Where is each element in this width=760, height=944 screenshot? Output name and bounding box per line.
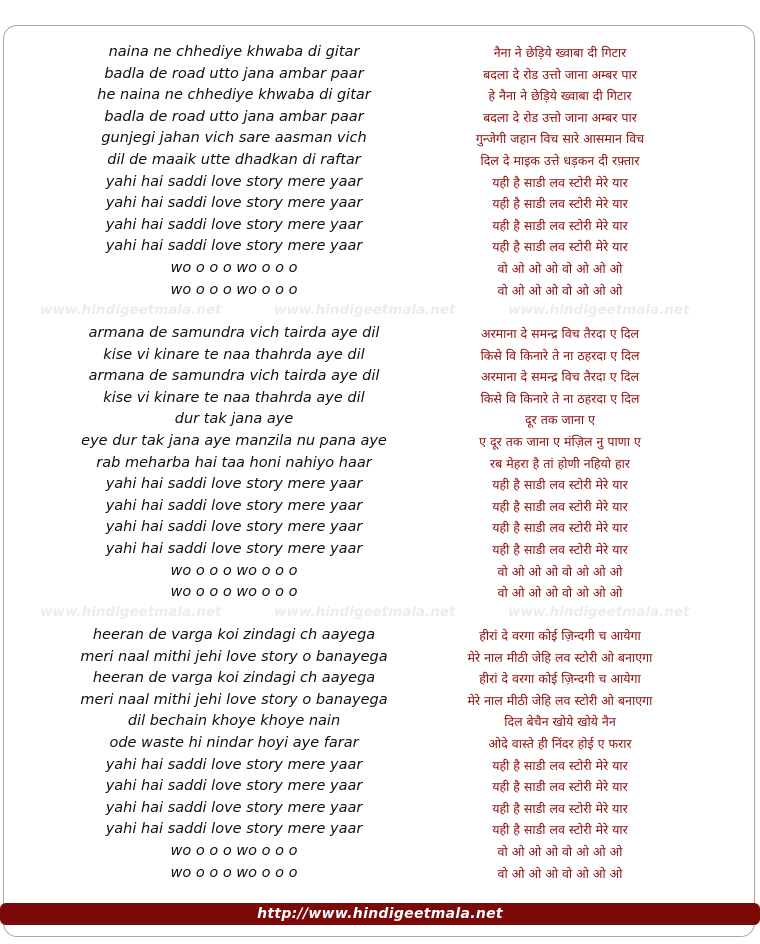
lyric-line — [0, 85, 760, 106]
lyric-line-hindi: वो ओ ओ ओ वो ओ ओ ओ — [497, 261, 623, 276]
lyric-line-hindi: वो ओ ओ ओ वो ओ ओ ओ — [497, 563, 623, 579]
lyric-line — [0, 150, 760, 171]
lyric-line — [0, 388, 760, 409]
watermark-row-1 — [0, 302, 760, 320]
lyric-line — [0, 280, 760, 301]
lyric-line-hindi: यही है साडी लव स्टोरी मेरे यार — [492, 498, 628, 514]
lyric-line-hindi: यही है साडी लव स्टोरी मेरे यार — [492, 196, 628, 212]
lyric-line-hindi: रब मेहरा है तां होणी नहियो हार — [490, 455, 630, 471]
lyric-line-english: rab meharba hai taa honi nahiyo haar — [96, 454, 372, 471]
lyric-line-english: armana de samundra vich tairda aye dil — [88, 368, 380, 385]
lyric-line-english: kise vi kinare te naa thahrda aye dil — [103, 389, 365, 406]
lyric-line-english: yahi hai saddi love story mere yaar — [105, 519, 363, 536]
lyric-line-english: kise vi kinare te naa thahrda aye dil — [103, 346, 365, 363]
lyric-line-english: gunjegi jahan vich sare aasman vich — [101, 130, 367, 147]
watermark-text: www.hindigeetmala.net — [40, 604, 222, 620]
lyric-line-hindi: यही है साडी लव स्टोरी मेरे यार — [492, 542, 628, 557]
watermark-text: www.hindigeetmala.net — [40, 302, 222, 318]
lyric-line-hindi: ओदे वास्ते ही निंदर होई ए फरार — [488, 736, 632, 751]
lyric-line-english: yahi hai saddi love story mere yaar — [105, 541, 363, 557]
lyric-line-hindi: यही है साडी लव स्टोरी मेरे यार — [492, 239, 628, 255]
lyric-line-hindi: ए दूर तक जाना ए मंज़िल नु पाणा ए — [479, 434, 641, 449]
lyric-line-hindi: हीरां दे वरगा कोई ज़िन्दगी च आयेगा — [479, 628, 641, 643]
lyric-line — [0, 776, 760, 797]
lyric-line-english: yahi hai saddi love story mere yaar — [105, 173, 363, 190]
lyric-line-english: heeran de varga koi zindagi ch aayega — [92, 627, 376, 643]
lyric-line — [0, 474, 760, 495]
lyric-line-hindi: वो ओ ओ ओ वो ओ ओ ओ — [497, 585, 623, 601]
lyric-line — [0, 453, 760, 474]
lyric-line — [0, 647, 760, 668]
lyric-line — [0, 711, 760, 732]
lyric-line-english: yahi hai saddi love story mere yaar — [105, 476, 363, 493]
lyric-line — [0, 107, 760, 128]
lyric-line-english: dur tak jana aye — [174, 411, 294, 428]
lyric-line-english: wo o o o wo o o o — [170, 584, 298, 601]
lyric-line-english: naina ne chhediye khwaba di gitar — [108, 44, 360, 60]
lyric-line-hindi: मेरे नाल मीठी जेहि लव स्टोरी ओ बनाएगा — [467, 649, 653, 665]
lyric-line — [0, 755, 760, 776]
lyric-line — [0, 128, 760, 149]
watermark-text: www.hindigeetmala.net — [274, 302, 456, 318]
lyric-line-hindi: यही है साडी लव स्टोरी मेरे यार — [492, 757, 628, 773]
lyric-line — [0, 561, 760, 582]
lyric-line-hindi: यही है साडी लव स्टोरी मेरे यार — [492, 520, 628, 536]
lyric-line-hindi: अरमाना दे समन्द्र विच तैरदा ए दिल — [481, 326, 639, 341]
lyric-line — [0, 496, 760, 517]
lyric-line — [0, 668, 760, 689]
lyric-line — [0, 798, 760, 819]
lyric-line-english: yahi hai saddi love story mere yaar — [105, 778, 363, 795]
lyric-line-hindi: नैना ने छेड़िये ख्वाबा दी गिटार — [493, 45, 627, 60]
footer-site-link[interactable]: http://www.hindigeetmala.net — [257, 906, 503, 922]
lyric-line-hindi: यही है साडी लव स्टोरी मेरे यार — [492, 800, 628, 816]
lyric-line-hindi: दूर तक जाना ए — [525, 412, 595, 428]
lyric-line-english: yahi hai saddi love story mere yaar — [105, 238, 363, 255]
lyric-line-english: wo o o o wo o o o — [170, 562, 298, 579]
lyric-line-english: dil de maaik utte dhadkan di raftar — [107, 152, 361, 168]
lyric-line-english: yahi hai saddi love story mere yaar — [105, 497, 363, 514]
lyric-line-hindi: दिल बेचैन खोये खोये नैन — [504, 714, 616, 730]
lyric-line-english: eye dur tak jana aye manzila nu pana aye — [81, 433, 387, 449]
lyric-line — [0, 517, 760, 538]
lyric-line — [0, 215, 760, 236]
lyric-line-hindi: दिल दे माइक उत्ते धड़कन दी रफ़्तार — [480, 153, 640, 168]
lyric-line-english: armana de samundra vich tairda aye dil — [88, 325, 380, 341]
lyric-line — [0, 733, 760, 754]
lyric-line-english: yahi hai saddi love story mere yaar — [105, 821, 363, 838]
lyric-line — [0, 172, 760, 193]
lyric-line — [0, 409, 760, 430]
lyric-line-hindi: किसे वि किनारे ते ना ठहरदा ए दिल — [480, 390, 640, 406]
lyric-line — [0, 42, 760, 63]
lyric-line-english: wo o o o wo o o o — [170, 260, 298, 276]
lyric-line-hindi: अरमाना दे समन्द्र विच तैरदा ए दिल — [481, 369, 639, 385]
lyric-line-hindi: हीरां दे वरगा कोई ज़िन्दगी च आयेगा — [479, 671, 641, 687]
lyric-line — [0, 582, 760, 603]
lyric-line-english: ode waste hi nindar hoyi aye farar — [109, 735, 359, 751]
watermark-text: www.hindigeetmala.net — [274, 604, 456, 620]
lyric-line-english: yahi hai saddi love story mere yaar — [105, 195, 363, 212]
watermark-row-2 — [0, 604, 760, 622]
lyric-line-hindi: यही है साडी लव स्टोरी मेरे यार — [492, 217, 628, 233]
lyric-line-english: yahi hai saddi love story mere yaar — [105, 799, 363, 816]
lyric-line-english: he naina ne chhediye khwaba di gitar — [97, 87, 371, 104]
lyric-line — [0, 841, 760, 862]
lyric-line-english: wo o o o wo o o o — [170, 864, 298, 881]
lyric-line — [0, 345, 760, 366]
lyric-line-hindi: वो ओ ओ ओ वो ओ ओ ओ — [497, 282, 623, 298]
lyric-line-hindi: गुन्जेगी जहान विच सारे आसमान विच — [475, 131, 645, 147]
lyric-line — [0, 236, 760, 257]
lyric-line-english: wo o o o wo o o o — [170, 843, 298, 859]
lyric-line-english: yahi hai saddi love story mere yaar — [105, 756, 363, 773]
lyric-line-english: badla de road utto jana ambar paar — [104, 108, 364, 125]
lyric-line — [0, 690, 760, 711]
lyric-line — [0, 258, 760, 279]
lyric-line-hindi: वो ओ ओ ओ वो ओ ओ ओ — [497, 844, 623, 859]
lyric-line — [0, 863, 760, 884]
lyric-line-hindi: यही है साडी लव स्टोरी मेरे यार — [492, 779, 628, 795]
lyric-line — [0, 539, 760, 560]
lyric-line-hindi: किसे वि किनारे ते ना ठहरदा ए दिल — [480, 347, 640, 363]
lyric-line — [0, 431, 760, 452]
lyric-line-hindi: बदला दे रोड उत्तो जाना अम्बर पार — [483, 109, 637, 125]
lyric-line-hindi: हे नैना ने छेड़िये ख्वाबा दी गिटार — [488, 88, 632, 104]
lyric-line — [0, 819, 760, 840]
lyric-line-english: wo o o o wo o o o — [170, 281, 298, 298]
watermark-text: www.hindigeetmala.net — [508, 604, 690, 620]
lyric-line-hindi: बदला दे रोड उत्तो जाना अम्बर पार — [483, 66, 637, 82]
lyric-line — [0, 366, 760, 387]
lyric-line — [0, 625, 760, 646]
watermark-text: www.hindigeetmala.net — [508, 302, 690, 318]
lyric-line-english: meri naal mithi jehi love story o banayega — [80, 648, 388, 665]
lyric-line — [0, 193, 760, 214]
lyric-line-hindi: यही है साडी लव स्टोरी मेरे यार — [492, 174, 628, 190]
lyric-line-hindi: यही है साडी लव स्टोरी मेरे यार — [492, 822, 628, 838]
lyric-line — [0, 64, 760, 85]
lyric-line-hindi: मेरे नाल मीठी जेहि लव स्टोरी ओ बनाएगा — [467, 692, 653, 708]
lyric-line-english: badla de road utto jana ambar paar — [104, 65, 364, 82]
lyric-line-hindi: वो ओ ओ ओ वो ओ ओ ओ — [497, 865, 623, 881]
footer-bar — [0, 903, 760, 925]
lyric-line — [0, 323, 760, 344]
lyric-line-english: yahi hai saddi love story mere yaar — [105, 216, 363, 233]
lyric-line-hindi: यही है साडी लव स्टोरी मेरे यार — [492, 477, 628, 493]
lyric-line-english: meri naal mithi jehi love story o banayega — [80, 691, 388, 708]
lyric-line-english: heeran de varga koi zindagi ch aayega — [92, 670, 376, 687]
lyric-line-english: dil bechain khoye khoye nain — [127, 713, 341, 730]
